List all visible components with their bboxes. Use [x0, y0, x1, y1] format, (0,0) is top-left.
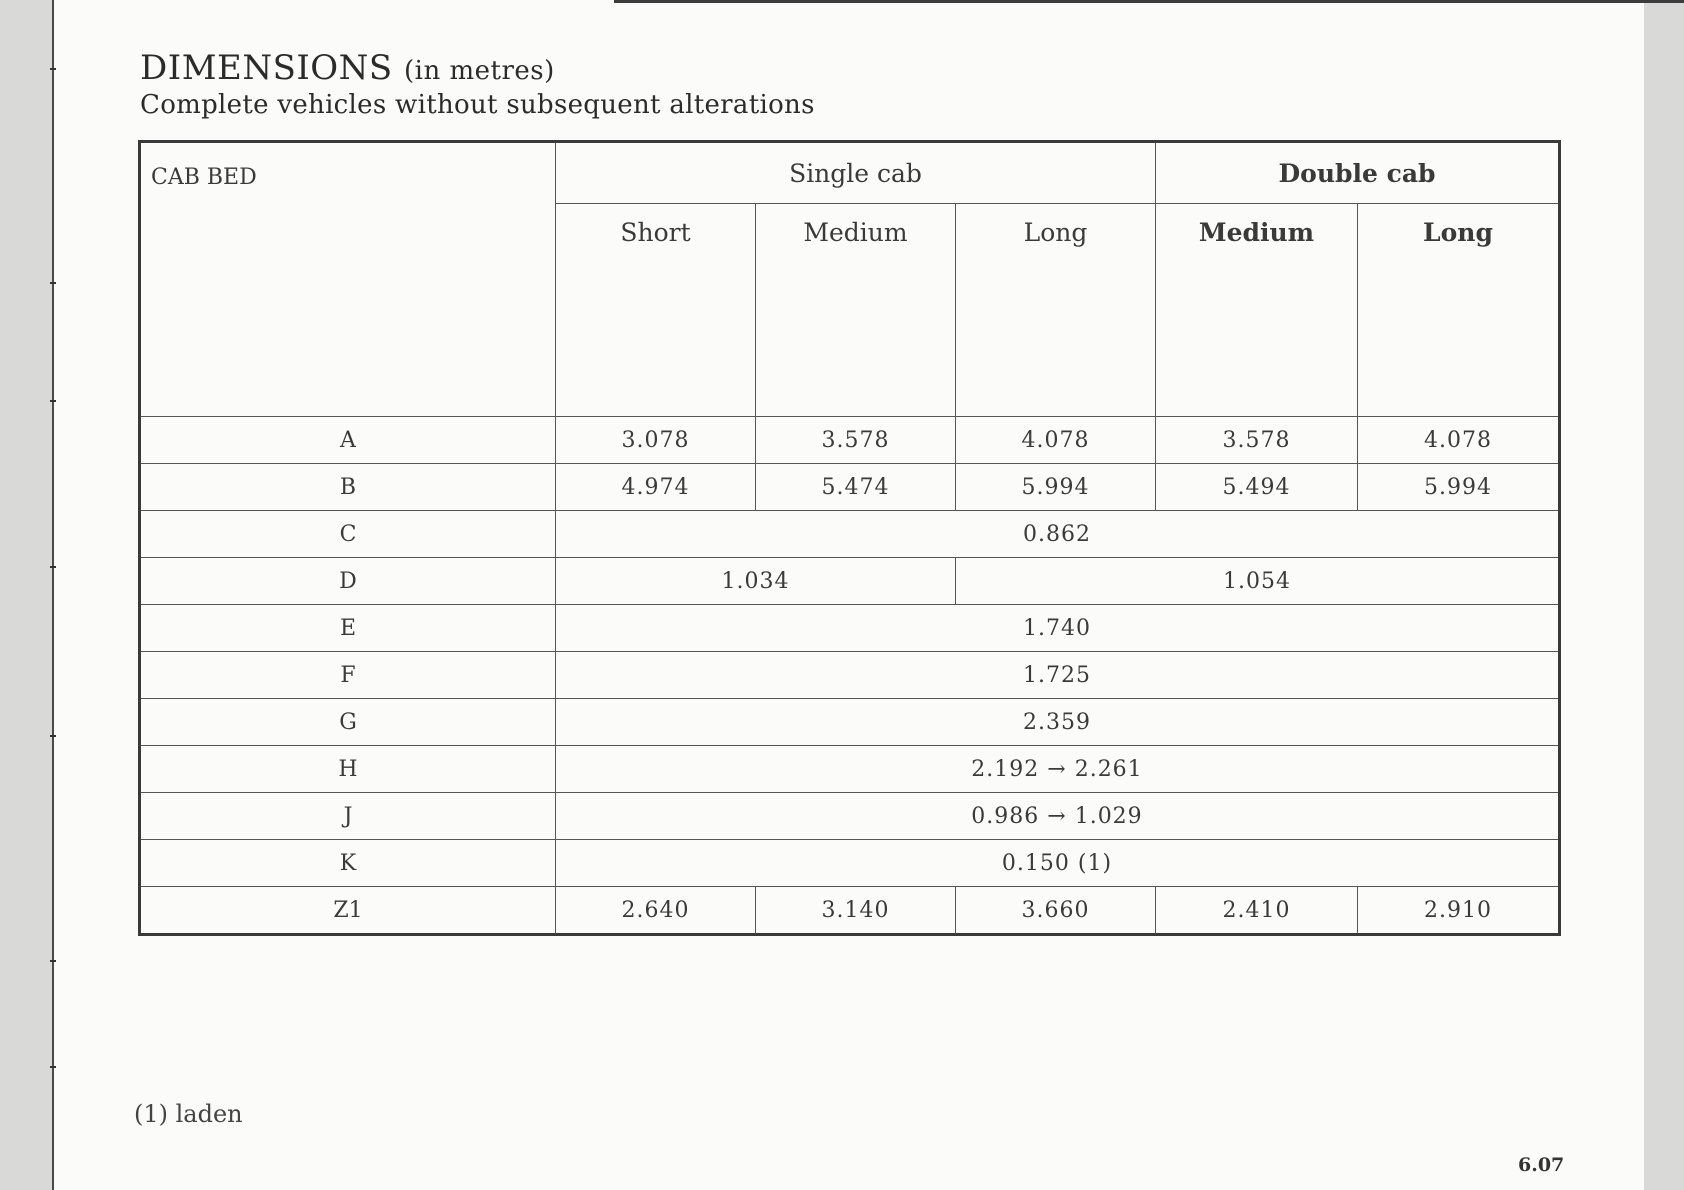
- table-cell: 2.192 → 2.261: [556, 746, 1560, 793]
- table-cell: 2.359: [556, 699, 1560, 746]
- table-cell: 3.578: [756, 417, 956, 464]
- table-cell: 5.994: [1358, 464, 1560, 511]
- table-cell: 3.660: [956, 887, 1156, 935]
- row-label: H: [140, 746, 556, 793]
- table-cell: 5.494: [1156, 464, 1358, 511]
- column-header-medium: Medium: [756, 204, 956, 417]
- single-cab-header: Single cab: [556, 142, 1156, 204]
- row-label: Z1: [140, 887, 556, 935]
- binder-mark: [50, 68, 56, 70]
- table-row: [140, 464, 1560, 511]
- table-cell: 5.994: [956, 464, 1156, 511]
- page-number: 6.07: [1518, 1154, 1565, 1176]
- title-text: DIMENSIONS: [140, 48, 393, 88]
- row-label: C: [140, 511, 556, 558]
- table-cell: 3.140: [756, 887, 956, 935]
- binder-mark: [50, 960, 56, 962]
- table-cell: 3.078: [556, 417, 756, 464]
- table-row: [140, 652, 1560, 699]
- table-row: [140, 511, 1560, 558]
- binder-mark: [50, 1066, 56, 1068]
- table-row: [140, 746, 1560, 793]
- column-header-short: Short: [556, 204, 756, 417]
- table-cell: 4.078: [1358, 417, 1560, 464]
- page-heading: [140, 48, 815, 120]
- corner-label: CAB BED: [140, 142, 556, 417]
- row-label: K: [140, 840, 556, 887]
- table-cell: 2.410: [1156, 887, 1358, 935]
- table-cell: 1.740: [556, 605, 1560, 652]
- title-unit: (in metres): [404, 56, 555, 86]
- table-row: [140, 417, 1560, 464]
- page-edge: [614, 0, 1684, 3]
- document-page: [52, 0, 1644, 1190]
- row-label: F: [140, 652, 556, 699]
- table-row: [140, 840, 1560, 887]
- table-cell: 0.986 → 1.029: [556, 793, 1560, 840]
- table-row: [140, 887, 1560, 935]
- row-label: E: [140, 605, 556, 652]
- column-header-double-long: Long: [1358, 204, 1560, 417]
- double-cab-header: Double cab: [1156, 142, 1560, 204]
- binder-mark: [50, 282, 56, 284]
- table-cell: 0.862: [556, 511, 1560, 558]
- column-header-long: Long: [956, 204, 1156, 417]
- table-cell: 0.150 (1): [556, 840, 1560, 887]
- row-label: D: [140, 558, 556, 605]
- binder-mark: [50, 566, 56, 568]
- table-cell: 5.474: [756, 464, 956, 511]
- table-cell: 3.578: [1156, 417, 1358, 464]
- page-title: [140, 48, 815, 88]
- footnote: (1) laden: [134, 1100, 243, 1128]
- table-cell: 1.054: [956, 558, 1560, 605]
- table-row: [140, 558, 1560, 605]
- table-cell: 2.640: [556, 887, 756, 935]
- table-row: [140, 605, 1560, 652]
- dimensions-table: [138, 140, 1561, 936]
- row-label: G: [140, 699, 556, 746]
- table-cell: 2.910: [1358, 887, 1560, 935]
- binder-mark: [50, 400, 56, 402]
- column-header-double-medium: Medium: [1156, 204, 1358, 417]
- row-label: A: [140, 417, 556, 464]
- page-subtitle: Complete vehicles without subsequent alterations: [140, 90, 815, 120]
- row-label: J: [140, 793, 556, 840]
- table-row: [140, 699, 1560, 746]
- table-cell: 4.078: [956, 417, 1156, 464]
- table-row: [140, 793, 1560, 840]
- table-header-row: [140, 142, 1560, 204]
- row-label: B: [140, 464, 556, 511]
- binder-mark: [50, 735, 56, 737]
- table-cell: 1.725: [556, 652, 1560, 699]
- table-cell: 1.034: [556, 558, 956, 605]
- table-cell: 4.974: [556, 464, 756, 511]
